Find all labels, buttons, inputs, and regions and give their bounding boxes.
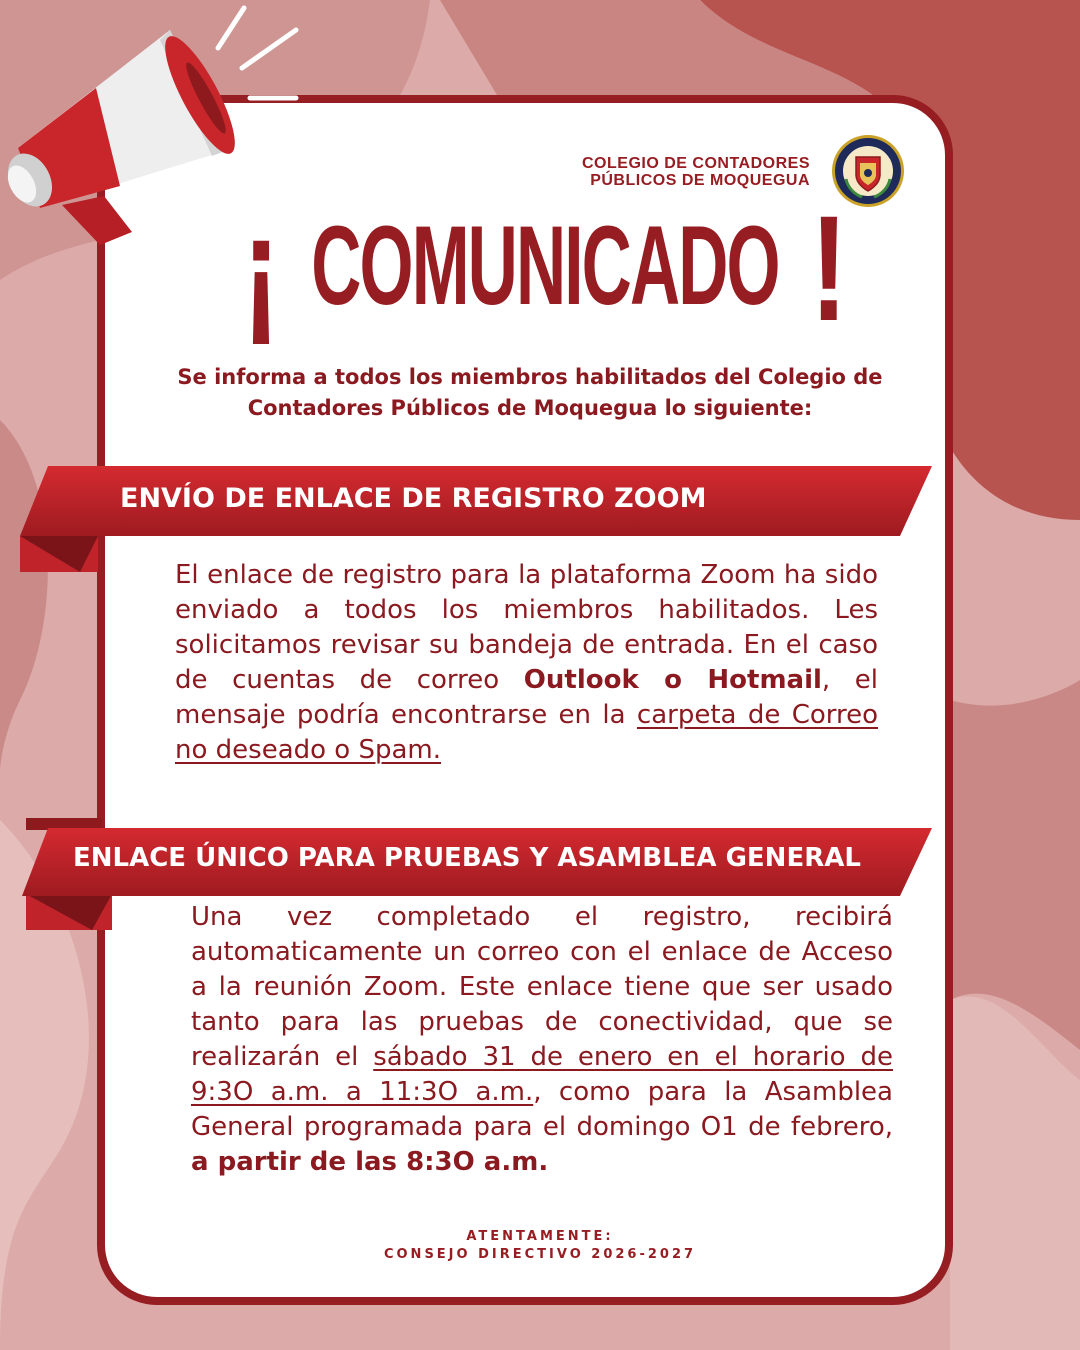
section-1-paragraph [175,558,878,768]
headline-word: COMUNICADO [311,203,779,328]
headline-open-mark: ¡ [242,184,280,352]
section-2-text-underline: sábado 31 de enero en el horario de 9:3O a.m. a 11:3O a.m. [191,1042,893,1107]
section-2-ribbon [22,818,942,934]
intro-text [130,362,930,424]
section-2-text-a: Una vez completado el registro, recibirá automaticamente un correo con el enlace de Acceso a la reunión Zoom. Este enlace tiene que ser usado tanto para las pruebas de conectividad, que se realizarán el [191,902,893,1072]
organization-line-2: PÚBLICOS DE MOQUEGUA [590,172,810,189]
section-2-text-bold: a partir de las 8:3O a.m. [191,1147,549,1177]
intro-line-2: Contadores Públicos de Moquegua lo siguiente: [247,396,813,420]
section-2-title: ENLACE ÚNICO PARA PRUEBAS Y ASAMBLEA GENERAL [73,843,861,873]
section-1-text-a: El enlace de registro para la plataforma Zoom ha sido enviado a todos los miembros habilitados. Les solicitamos revisar su bandeja de entrada. En el caso de cuentas de correo [175,560,878,695]
signature-line-1: ATENTAMENTE: [466,1229,614,1244]
organization-line-1: COLEGIO DE CONTADORES [582,155,810,172]
headline-close-mark: ! [810,184,848,352]
section-2-text-c: , como para la Asamblea General programada para el domingo O1 de febrero, [191,1077,893,1142]
section-1-title: ENVÍO DE ENLACE DE REGISTRO ZOOM [120,483,707,514]
intro-line-1: Se informa a todos los miembros habilitados del Colegio de [177,365,883,389]
section-1-text-c: , el mensaje podría encontrarse en la [175,665,879,730]
signature-line-2: CONSEJO DIRECTIVO 2026-2027 [383,1247,697,1262]
section-1-text-bold: Outlook o Hotmail [523,665,822,695]
organization-name [540,155,810,189]
headline [225,184,865,352]
section-2-paragraph [191,900,893,1180]
signature [280,1228,800,1264]
section-1-text-underline: carpeta de Correo no deseado o Spam. [175,700,879,765]
